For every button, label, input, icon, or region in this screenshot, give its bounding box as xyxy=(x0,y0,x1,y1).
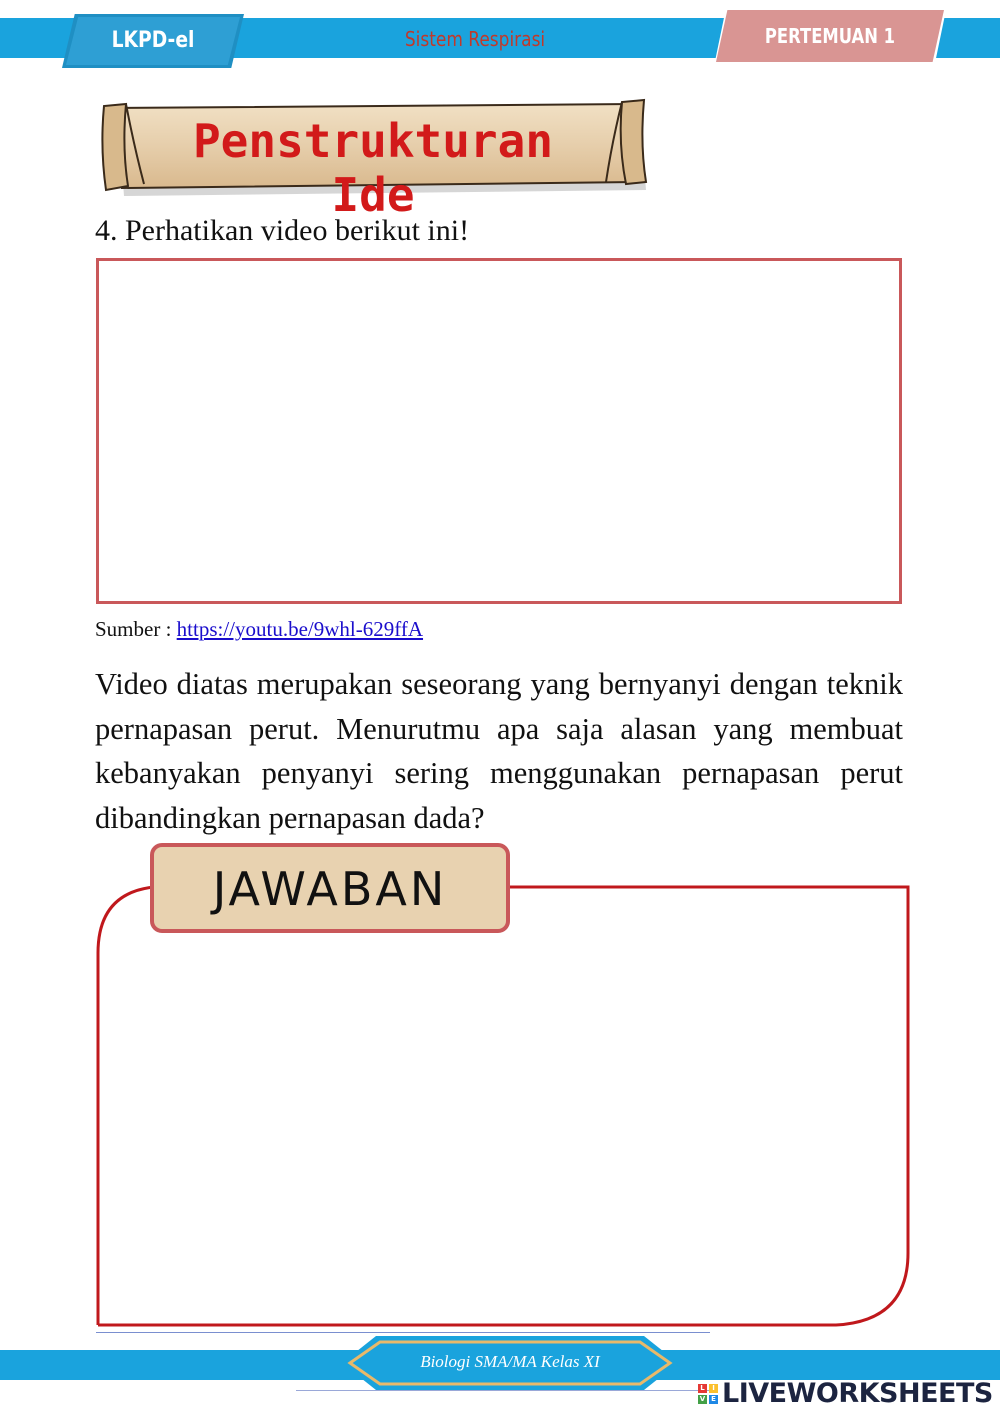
logo-cell: E xyxy=(709,1395,718,1404)
logo-cell: I xyxy=(709,1384,718,1393)
footer-underline xyxy=(296,1390,716,1391)
meeting-label: PERTEMUAN 1 xyxy=(764,24,896,48)
footer-divider xyxy=(96,1332,710,1333)
answer-input[interactable] xyxy=(104,940,908,1322)
logo-cell: L xyxy=(698,1384,707,1393)
logo-cell: V xyxy=(699,1394,706,1403)
section-title: Penstrukturan Ide xyxy=(192,114,554,222)
logo-grid-icon xyxy=(698,1384,718,1404)
liveworksheets-logo[interactable] xyxy=(698,1378,993,1409)
answer-label: JAWABAN xyxy=(212,862,448,916)
footer-label: Biologi SMA/MA Kelas XI xyxy=(420,1352,600,1371)
logo-text: LIVEWORKSHEETS xyxy=(722,1378,993,1409)
question-intro: 4. Perhatikan video berikut ini! xyxy=(95,214,470,247)
video-embed[interactable] xyxy=(96,258,902,604)
source-line xyxy=(95,617,423,642)
subject-title: Sistem Respirasi xyxy=(404,27,546,51)
lkpd-label: LKPD-el xyxy=(111,28,195,53)
source-label: Sumber : xyxy=(95,617,177,641)
source-link[interactable]: https://youtu.be/9whl-629ffA xyxy=(176,617,424,641)
question-text: Video diatas merupakan seseorang yang bernyanyi dengan teknik pernapasan perut. Menurutmu apa saja alasan yang membuat kebanyakan penyanyi sering menggunakan pernapasan perut dibandingkan pernapasan dada? xyxy=(95,667,903,835)
